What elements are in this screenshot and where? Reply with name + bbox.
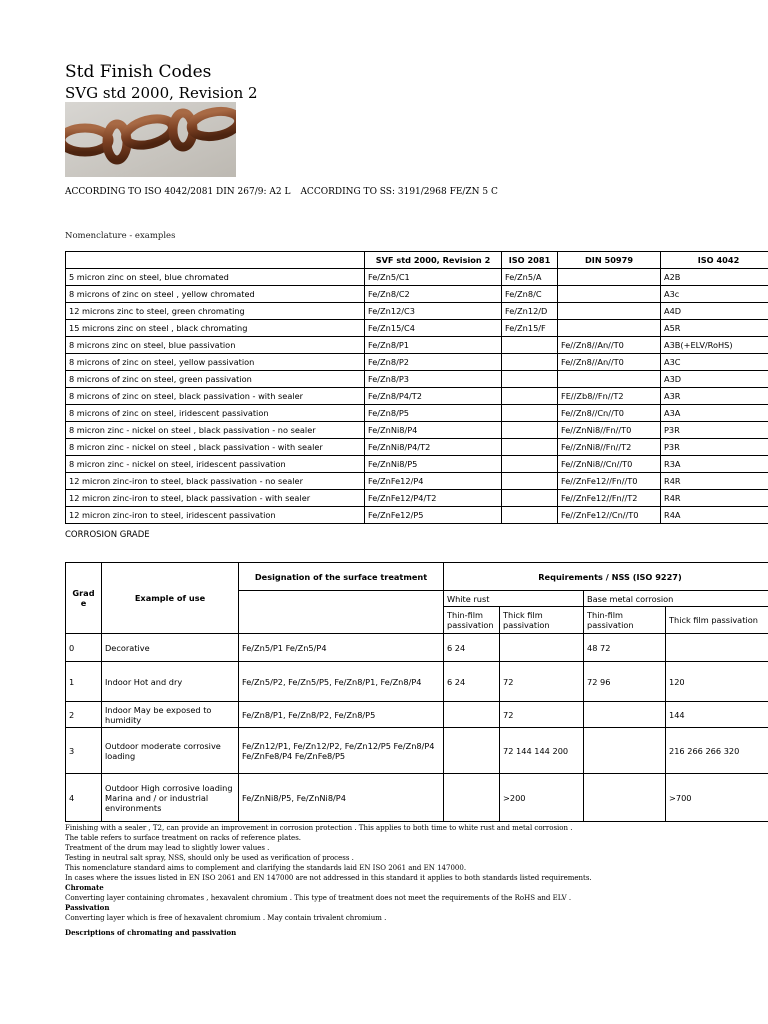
grade-cell-bm-thin (584, 774, 666, 822)
note-line: In cases where the issues listed in EN ISO 2061 and EN 147000 are not addressed in this standard it applies to both standards listed requirements. (65, 874, 592, 882)
table-cell: R4R (661, 473, 768, 490)
grade-cell-bm-thick: 144 (666, 702, 768, 728)
table-cell (502, 337, 558, 354)
table-cell: Fe/Zn5/A (502, 269, 558, 286)
table-cell (502, 456, 558, 473)
table-cell (502, 490, 558, 507)
table-cell (502, 473, 558, 490)
note-line: The table refers to surface treatment on racks of reference plates. (65, 834, 302, 842)
designation-subheader-blank (239, 591, 444, 634)
iso-reference-left: ACCORDING TO ISO 4042/2081 DIN 267/9: A2 L (65, 187, 291, 197)
table-cell: 5 micron zinc on steel, blue chromated (66, 269, 365, 286)
grade-row (66, 728, 768, 774)
table-cell: P3R (661, 439, 768, 456)
header-din-50979: DIN 50979 (558, 252, 661, 269)
table-cell (558, 286, 661, 303)
table-row (66, 371, 768, 388)
table-cell: Fe/Zn12/D (502, 303, 558, 320)
table-cell: Fe//ZnNi8//Cn//T0 (558, 456, 661, 473)
table-cell: 12 micron zinc-iron to steel, iridescent passivation (66, 507, 365, 524)
header-description (66, 252, 365, 269)
table-cell: Fe//ZnFe12//Fn//T0 (558, 473, 661, 490)
table-row (66, 490, 768, 507)
table-cell: 12 micron zinc-iron to steel, black passivation - with sealer (66, 490, 365, 507)
table-cell: A4D (661, 303, 768, 320)
table-cell: Fe//Zn8//Cn//T0 (558, 405, 661, 422)
table-cell: Fe/Zn8/C2 (365, 286, 502, 303)
nomenclature-label: Nomenclature - examples (65, 231, 176, 241)
iso-reference-right: ACCORDING TO SS: 3191/2968 FE/ZN 5 C (300, 187, 498, 197)
grade-cell-wr-thin: 6 24 (444, 634, 500, 662)
header-designation: Designation of the surface treatment (239, 563, 444, 591)
grade-cell-wr-thick (500, 634, 584, 662)
grade-row (66, 774, 768, 822)
grade-cell-wr-thin (444, 728, 500, 774)
table-cell: A3B(+ELV/RoHS) (661, 337, 768, 354)
table-cell: Fe/ZnNi8/P4 (365, 422, 502, 439)
table-cell: 8 microns of zinc on steel, iridescent passivation (66, 405, 365, 422)
nomenclature-header-row (66, 252, 768, 269)
table-cell: Fe/ZnNi8/P4/T2 (365, 439, 502, 456)
table-cell: R4A (661, 507, 768, 524)
grade-cell-use: Indoor May be exposed to humidity (102, 702, 239, 728)
table-cell: Fe//ZnFe12//Cn//T0 (558, 507, 661, 524)
grade-cell-grade: 3 (66, 728, 102, 774)
page-subtitle: SVG std 2000, Revision 2 (65, 84, 258, 102)
table-cell: A3D (661, 371, 768, 388)
note-line: Testing in neutral salt spray, NSS, should only be used as verification of process . (65, 854, 354, 862)
iso-reference-line (65, 186, 498, 198)
table-cell (558, 269, 661, 286)
grade-cell-wr-thin (444, 774, 500, 822)
grade-header-row (66, 563, 768, 591)
table-cell: Fe//Zn8//An//T0 (558, 354, 661, 371)
table-cell: R4R (661, 490, 768, 507)
table-cell: Fe/Zn15/C4 (365, 320, 502, 337)
grade-cell-use: Outdoor moderate corrosive loading (102, 728, 239, 774)
grade-cell-grade: 0 (66, 634, 102, 662)
grade-cell-bm-thick: >700 (666, 774, 768, 822)
table-cell (502, 371, 558, 388)
notes-section (65, 823, 725, 938)
table-row (66, 303, 768, 320)
nomenclature-table (65, 251, 768, 524)
table-cell: Fe/Zn8/P2 (365, 354, 502, 371)
table-cell: A3A (661, 405, 768, 422)
table-cell: Fe//ZnNi8//Fn//T2 (558, 439, 661, 456)
header-bm-thick-film: Thick film passivation (666, 607, 768, 634)
table-cell: A5R (661, 320, 768, 337)
passivation-text: Converting layer which is free of hexavalent chromium . May contain trivalent chromium . (65, 914, 387, 922)
grade-cell-grade: 4 (66, 774, 102, 822)
table-cell (502, 422, 558, 439)
table-row (66, 388, 768, 405)
table-cell: FE//Zb8//Fn//T2 (558, 388, 661, 405)
grade-cell-use: Indoor Hot and dry (102, 662, 239, 702)
grade-row (66, 634, 768, 662)
table-row (66, 456, 768, 473)
table-row (66, 269, 768, 286)
table-row (66, 337, 768, 354)
grade-cell-use: Decorative (102, 634, 239, 662)
grade-cell-use: Outdoor High corrosive loading Marina and / or industrial environments (102, 774, 239, 822)
table-cell: A3c (661, 286, 768, 303)
header-example-of-use: Example of use (102, 563, 239, 634)
grade-row (66, 702, 768, 728)
grade-cell-designation: Fe/ZnNi8/P5, Fe/ZnNi8/P4 (239, 774, 444, 822)
table-row (66, 320, 768, 337)
grade-cell-designation: Fe/Zn8/P1, Fe/Zn8/P2, Fe/Zn8/P5 (239, 702, 444, 728)
table-cell: Fe/Zn8/P3 (365, 371, 502, 388)
corrosion-grade-label: CORROSION GRADE (65, 530, 150, 540)
table-cell: A2B (661, 269, 768, 286)
table-cell: A3C (661, 354, 768, 371)
table-cell: R3A (661, 456, 768, 473)
table-cell: Fe/Zn8/C (502, 286, 558, 303)
table-cell: Fe/Zn12/C3 (365, 303, 502, 320)
table-cell: Fe//ZnNi8//Fn//T0 (558, 422, 661, 439)
grade-row (66, 662, 768, 702)
header-white-rust: White rust (444, 591, 584, 607)
header-grade: Grad e (66, 563, 102, 634)
grade-cell-wr-thick: >200 (500, 774, 584, 822)
table-cell: 8 microns of zinc on steel, yellow passivation (66, 354, 365, 371)
table-cell: 8 micron zinc - nickel on steel, iridescent passivation (66, 456, 365, 473)
page-title: Std Finish Codes (65, 62, 212, 82)
header-svf-std: SVF std 2000, Revision 2 (365, 252, 502, 269)
table-cell: A3R (661, 388, 768, 405)
grade-cell-bm-thin (584, 702, 666, 728)
table-cell (502, 507, 558, 524)
table-cell: Fe/ZnFe12/P4/T2 (365, 490, 502, 507)
table-cell (502, 405, 558, 422)
grade-cell-bm-thick: 216 266 266 320 (666, 728, 768, 774)
chromate-text: Converting layer containing chromates , hexavalent chromium . This type of treatment does not meet the requirements of the RoHS and ELV . (65, 894, 572, 902)
grade-cell-bm-thick: 120 (666, 662, 768, 702)
chromate-heading: Chromate (65, 883, 104, 892)
table-cell: Fe//Zn8//An//T0 (558, 337, 661, 354)
header-iso-4042: ISO 4042 (661, 252, 768, 269)
corrosion-grade-table (65, 562, 768, 822)
grade-cell-bm-thin: 48 72 (584, 634, 666, 662)
table-cell (502, 354, 558, 371)
table-cell: Fe/ZnFe12/P5 (365, 507, 502, 524)
table-cell: Fe/Zn8/P1 (365, 337, 502, 354)
table-cell (558, 303, 661, 320)
table-cell: 8 microns zinc on steel, blue passivation (66, 337, 365, 354)
table-cell: Fe/Zn8/P4/T2 (365, 388, 502, 405)
grade-cell-wr-thick: 72 (500, 662, 584, 702)
table-cell (502, 388, 558, 405)
notes-lines (65, 823, 725, 883)
table-cell: 8 microns of zinc on steel , yellow chromated (66, 286, 365, 303)
note-line: Finishing with a sealer , T2, can provide an improvement in corrosion protection . This applies to both time to white rust and metal corrosion . (65, 824, 573, 832)
header-base-metal-corrosion: Base metal corrosion (584, 591, 768, 607)
table-cell: 8 microns of zinc on steel, black passivation - with sealer (66, 388, 365, 405)
table-cell: P3R (661, 422, 768, 439)
header-wr-thin-film: Thin-film passivation (444, 607, 500, 634)
table-row (66, 422, 768, 439)
header-wr-thick-film: Thick film passivation (500, 607, 584, 634)
table-row (66, 354, 768, 371)
table-cell: Fe/ZnNi8/P5 (365, 456, 502, 473)
note-line: This nomenclature standard aims to complement and clarifying the standards laid EN ISO 2061 and EN 147000. (65, 864, 467, 872)
header-requirements: Requirements / NSS (ISO 9227) (444, 563, 768, 591)
table-cell (502, 439, 558, 456)
grade-cell-wr-thin (444, 702, 500, 728)
grade-cell-grade: 1 (66, 662, 102, 702)
rusty-chain-image (65, 102, 236, 177)
table-cell: Fe/Zn5/C1 (365, 269, 502, 286)
passivation-heading: Passivation (65, 903, 110, 912)
grade-cell-wr-thick: 72 144 144 200 (500, 728, 584, 774)
table-row (66, 473, 768, 490)
grade-cell-wr-thick: 72 (500, 702, 584, 728)
table-cell: 15 microns zinc on steel , black chromating (66, 320, 365, 337)
table-cell: 12 microns zinc to steel, green chromating (66, 303, 365, 320)
table-cell (558, 371, 661, 388)
table-cell: Fe/ZnFe12/P4 (365, 473, 502, 490)
header-bm-thin-film: Thin-film passivation (584, 607, 666, 634)
grade-cell-wr-thin: 6 24 (444, 662, 500, 702)
table-cell: Fe/Zn15/F (502, 320, 558, 337)
table-row (66, 286, 768, 303)
table-row (66, 439, 768, 456)
grade-cell-designation: Fe/Zn12/P1, Fe/Zn12/P2, Fe/Zn12/P5 Fe/Zn8/P4 Fe/ZnFe8/P4 Fe/ZnFe8/P5 (239, 728, 444, 774)
grade-cell-bm-thin: 72 96 (584, 662, 666, 702)
table-cell: 8 microns of zinc on steel, green passivation (66, 371, 365, 388)
grade-cell-designation: Fe/Zn5/P2, Fe/Zn5/P5, Fe/Zn8/P1, Fe/Zn8/P4 (239, 662, 444, 702)
grade-cell-bm-thin (584, 728, 666, 774)
header-iso-2081: ISO 2081 (502, 252, 558, 269)
table-row (66, 507, 768, 524)
descriptions-heading: Descriptions of chromating and passivation (65, 928, 237, 937)
table-cell: Fe/Zn8/P5 (365, 405, 502, 422)
grade-cell-bm-thick (666, 634, 768, 662)
table-cell: Fe//ZnFe12//Fn//T2 (558, 490, 661, 507)
table-cell (558, 320, 661, 337)
grade-cell-grade: 2 (66, 702, 102, 728)
table-row (66, 405, 768, 422)
grade-cell-designation: Fe/Zn5/P1 Fe/Zn5/P4 (239, 634, 444, 662)
note-line: Treatment of the drum may lead to slightly lower values . (65, 844, 270, 852)
table-cell: 8 micron zinc - nickel on steel , black passivation - with sealer (66, 439, 365, 456)
table-cell: 12 micron zinc-iron to steel, black passivation - no sealer (66, 473, 365, 490)
table-cell: 8 micron zinc - nickel on steel , black passivation - no sealer (66, 422, 365, 439)
